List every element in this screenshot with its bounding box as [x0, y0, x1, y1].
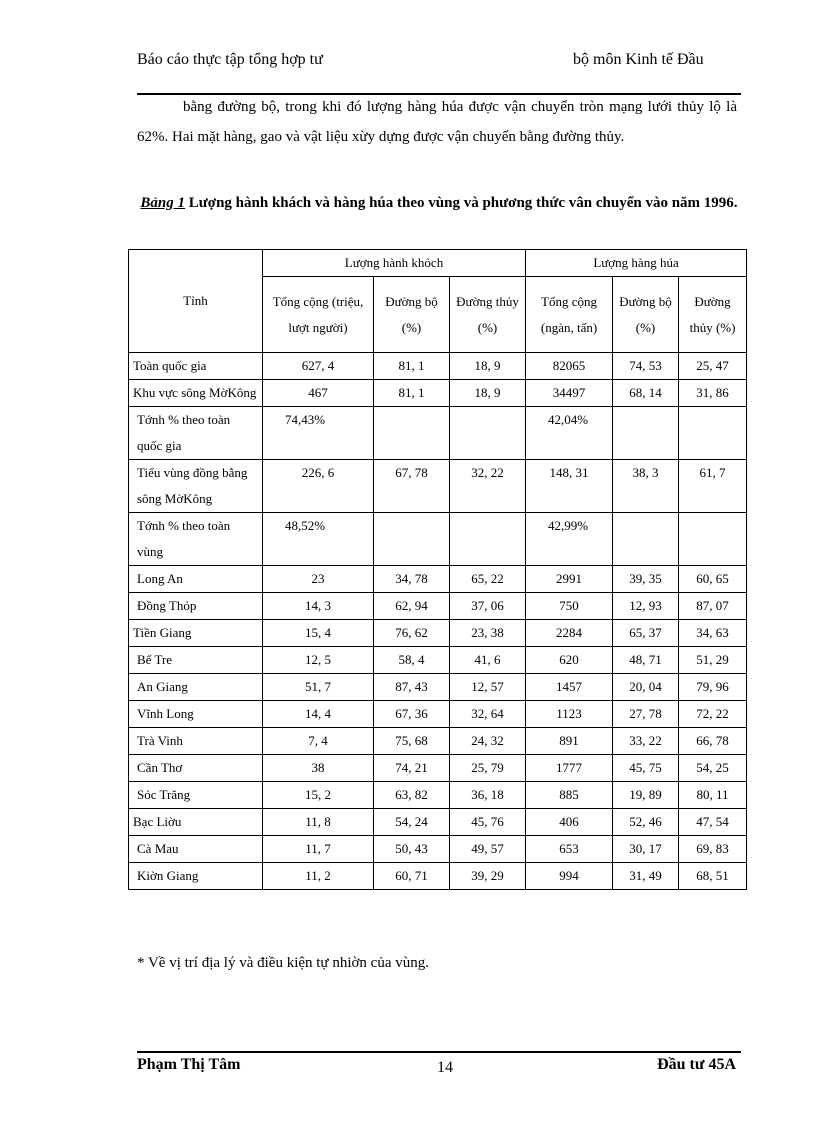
- header-passengers-road: Đường bộ (%): [374, 277, 450, 353]
- value-cell: 68, 51: [679, 863, 747, 890]
- table-row: [129, 809, 747, 836]
- value-cell: 11, 2: [263, 863, 374, 890]
- value-cell: 627, 4: [263, 353, 374, 380]
- value-cell: 67, 36: [374, 701, 450, 728]
- table-row: [129, 620, 747, 647]
- province-cell: Sóc Trăng: [129, 782, 263, 809]
- value-cell: 24, 32: [450, 728, 526, 755]
- value-cell: 68, 14: [613, 380, 679, 407]
- value-cell: 36, 18: [450, 782, 526, 809]
- value-cell: 18, 9: [450, 353, 526, 380]
- value-cell: 2284: [526, 620, 613, 647]
- value-cell: 81, 1: [374, 380, 450, 407]
- value-cell: 54, 24: [374, 809, 450, 836]
- value-cell: 38: [263, 755, 374, 782]
- value-cell: 63, 82: [374, 782, 450, 809]
- province-cell: Đồng Thỏp: [129, 593, 263, 620]
- value-cell: 42,04%: [526, 407, 613, 460]
- value-cell: 72, 22: [679, 701, 747, 728]
- value-cell: 1123: [526, 701, 613, 728]
- value-cell: [450, 407, 526, 460]
- value-cell: 12, 5: [263, 647, 374, 674]
- value-cell: 82065: [526, 353, 613, 380]
- header-passengers-water: Đường thủy (%): [450, 277, 526, 353]
- value-cell: 79, 96: [679, 674, 747, 701]
- table-row: [129, 863, 747, 890]
- value-cell: 885: [526, 782, 613, 809]
- footnote: * Về vị trí địa lý và điều kiện tự nhiờn của vùng.: [137, 955, 429, 971]
- value-cell: 65, 22: [450, 566, 526, 593]
- value-cell: 1457: [526, 674, 613, 701]
- paragraph-text: bằng đường bộ, trong khi đó lượng hàng húa được vận chuyển tròn mạng lưới thủy lộ là 62%. Hai mặt hàng, gao và vật liệu xừy dựng được vận chuyển bằng đường thủy.: [137, 99, 737, 145]
- value-cell: 74, 53: [613, 353, 679, 380]
- table-caption: [137, 188, 741, 218]
- table-row: [129, 701, 747, 728]
- province-cell: Bế Tre: [129, 647, 263, 674]
- table-caption-tag: Bảng 1: [140, 195, 186, 211]
- value-cell: 11, 8: [263, 809, 374, 836]
- value-cell: 66, 78: [679, 728, 747, 755]
- value-cell: 25, 79: [450, 755, 526, 782]
- table-row: [129, 647, 747, 674]
- value-cell: 60, 65: [679, 566, 747, 593]
- value-cell: 76, 62: [374, 620, 450, 647]
- value-cell: 47, 54: [679, 809, 747, 836]
- value-cell: [613, 407, 679, 460]
- table-row: [129, 460, 747, 513]
- value-cell: 37, 06: [450, 593, 526, 620]
- value-cell: 750: [526, 593, 613, 620]
- value-cell: 45, 76: [450, 809, 526, 836]
- value-cell: 653: [526, 836, 613, 863]
- header-passengers-group: Lượng hành khỏch: [263, 250, 526, 277]
- footer-divider: [137, 1051, 741, 1053]
- province-cell: Kiờn Giang: [129, 863, 263, 890]
- province-cell: Khu vực sông MờKông: [129, 380, 263, 407]
- value-cell: 87, 43: [374, 674, 450, 701]
- value-cell: 48, 71: [613, 647, 679, 674]
- value-cell: [450, 513, 526, 566]
- province-cell: Tớnh % theo toàn vùng: [129, 513, 263, 566]
- value-cell: 1777: [526, 755, 613, 782]
- value-cell: 14, 4: [263, 701, 374, 728]
- value-cell: 226, 6: [263, 460, 374, 513]
- value-cell: 49, 57: [450, 836, 526, 863]
- value-cell: 406: [526, 809, 613, 836]
- value-cell: 45, 75: [613, 755, 679, 782]
- value-cell: 74, 21: [374, 755, 450, 782]
- value-cell: 31, 49: [613, 863, 679, 890]
- page-number: 14: [437, 1059, 453, 1076]
- value-cell: 54, 25: [679, 755, 747, 782]
- value-cell: [374, 407, 450, 460]
- value-cell: 42,99%: [526, 513, 613, 566]
- table-row: [129, 513, 747, 566]
- value-cell: 60, 71: [374, 863, 450, 890]
- header-goods-water: Đường thủy (%): [679, 277, 747, 353]
- table-row: [129, 380, 747, 407]
- value-cell: 620: [526, 647, 613, 674]
- value-cell: 75, 68: [374, 728, 450, 755]
- value-cell: [374, 513, 450, 566]
- value-cell: 39, 29: [450, 863, 526, 890]
- value-cell: 87, 07: [679, 593, 747, 620]
- value-cell: 51, 29: [679, 647, 747, 674]
- value-cell: 30, 17: [613, 836, 679, 863]
- value-cell: 11, 7: [263, 836, 374, 863]
- page-header-title: Báo cáo thực tập tổng hợp tư: [137, 51, 323, 68]
- province-cell: Trà Vinh: [129, 728, 263, 755]
- transport-table: [128, 249, 747, 890]
- province-cell: Vĩnh Long: [129, 701, 263, 728]
- value-cell: 41, 6: [450, 647, 526, 674]
- value-cell: 891: [526, 728, 613, 755]
- value-cell: 994: [526, 863, 613, 890]
- header-goods-total: Tổng cộng (ngàn, tấn): [526, 277, 613, 353]
- value-cell: 51, 7: [263, 674, 374, 701]
- value-cell: 39, 35: [613, 566, 679, 593]
- header-province: Tỉnh: [129, 250, 263, 353]
- value-cell: 148, 31: [526, 460, 613, 513]
- value-cell: 34, 78: [374, 566, 450, 593]
- value-cell: 81, 1: [374, 353, 450, 380]
- value-cell: 48,52%: [263, 513, 374, 566]
- value-cell: 12, 93: [613, 593, 679, 620]
- value-cell: 52, 46: [613, 809, 679, 836]
- page-header-department: bộ môn Kinh tế Đầu: [573, 51, 704, 68]
- value-cell: 33, 22: [613, 728, 679, 755]
- header-goods-road: Đường bộ (%): [613, 277, 679, 353]
- value-cell: 31, 86: [679, 380, 747, 407]
- value-cell: 25, 47: [679, 353, 747, 380]
- table-caption-text: Lượng hành khách và hàng húa theo vùng và phương thức vân chuyển vào năm 1996.: [185, 195, 738, 211]
- value-cell: 32, 64: [450, 701, 526, 728]
- header-passengers-total: Tổng cộng (triệu, lượt người): [263, 277, 374, 353]
- value-cell: 23, 38: [450, 620, 526, 647]
- table-row: [129, 755, 747, 782]
- header-goods-group: Lượng hàng húa: [526, 250, 747, 277]
- value-cell: 65, 37: [613, 620, 679, 647]
- value-cell: 15, 4: [263, 620, 374, 647]
- value-cell: 34, 63: [679, 620, 747, 647]
- table-row: [129, 353, 747, 380]
- table-row: [129, 782, 747, 809]
- province-cell: Tiểu vùng đồng bằng sông MờKông: [129, 460, 263, 513]
- value-cell: 34497: [526, 380, 613, 407]
- province-cell: Tớnh % theo toàn quốc gia: [129, 407, 263, 460]
- value-cell: 7, 4: [263, 728, 374, 755]
- province-cell: An Giang: [129, 674, 263, 701]
- province-cell: Long An: [129, 566, 263, 593]
- value-cell: 15, 2: [263, 782, 374, 809]
- table-body: [129, 353, 747, 890]
- table-row: [129, 728, 747, 755]
- value-cell: 23: [263, 566, 374, 593]
- province-cell: Tiền Giang: [129, 620, 263, 647]
- value-cell: 32, 22: [450, 460, 526, 513]
- value-cell: 467: [263, 380, 374, 407]
- table-row: [129, 674, 747, 701]
- value-cell: 61, 7: [679, 460, 747, 513]
- value-cell: 14, 3: [263, 593, 374, 620]
- value-cell: 27, 78: [613, 701, 679, 728]
- value-cell: [679, 513, 747, 566]
- province-cell: Cần Thơ: [129, 755, 263, 782]
- value-cell: 38, 3: [613, 460, 679, 513]
- value-cell: [613, 513, 679, 566]
- body-paragraph: [137, 92, 737, 152]
- value-cell: 18, 9: [450, 380, 526, 407]
- value-cell: 67, 78: [374, 460, 450, 513]
- table-row: [129, 836, 747, 863]
- footer-class: Đầu tư 45A: [657, 1056, 736, 1073]
- value-cell: 12, 57: [450, 674, 526, 701]
- table-row: [129, 593, 747, 620]
- province-cell: Cà Mau: [129, 836, 263, 863]
- value-cell: 19, 89: [613, 782, 679, 809]
- value-cell: 50, 43: [374, 836, 450, 863]
- value-cell: 2991: [526, 566, 613, 593]
- value-cell: [679, 407, 747, 460]
- value-cell: 20, 04: [613, 674, 679, 701]
- value-cell: 62, 94: [374, 593, 450, 620]
- value-cell: 69, 83: [679, 836, 747, 863]
- table-row: [129, 566, 747, 593]
- value-cell: 74,43%: [263, 407, 374, 460]
- value-cell: 80, 11: [679, 782, 747, 809]
- table-row: [129, 407, 747, 460]
- province-cell: Bạc Liờu: [129, 809, 263, 836]
- footer-author: Phạm Thị Tâm: [137, 1056, 241, 1073]
- province-cell: Toàn quốc gia: [129, 353, 263, 380]
- value-cell: 58, 4: [374, 647, 450, 674]
